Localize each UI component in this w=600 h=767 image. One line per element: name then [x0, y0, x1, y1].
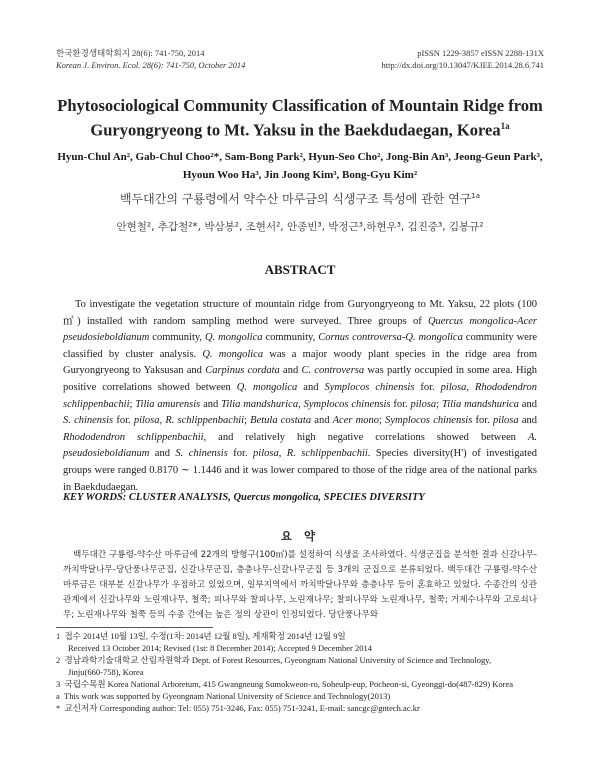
- journal-header-left: [56, 47, 245, 71]
- author-list: [40, 148, 560, 184]
- title-line-1: Phytosociological Community Classification of Mountain Ridge from: [57, 96, 543, 115]
- title-line-2: [40, 116, 560, 141]
- author-line-2: Hyoun Woo Ha³, Jin Joong Kim³, Bong-Gyu Kim²: [182, 169, 418, 181]
- abstract-paragraph: To investigate the vegetation structure of mountain ridge from Guryongryeong to Mt. Yaksu, 22 plots (100 ㎡) installed with random sampling method were surveyed. Three groups of Quercus mongolica-Acer pseudosieboldianum community, Q. mongolica community, Cornus controversa-Q. mongolica community were classified by cluster analysis. Q. mongolica was a major woody plant species in the ridge area from Guryongryeong to Yaksusan and Carpinus cordata and C. controversa was partly occupied in some area. High positive correlations showed between Q. mongolica and Symplocos chinensis for. pilosa, Rhododendron schlippenbachii; Tilia amurensis and Tilia mandshurica, Symplocos chinensis for. pilosa; Tilia mandshurica and S. chinensis for. pilosa, R. schlippenbachii; Betula costata and Acer mono; Symplocos chinensis for. pilosa and Rhododendron schlippenbachii, and relatively high negative correlations showed between A. pseudosieboldianum and S. chinensis for. pilosa, R. schlippenbachii. Species diversity(H') of investigated groups were ranged 0.8170 ∼ 1.1446 and it was lower compared to those of the ridge area of the national parks in Baekdudaegan.: [63, 299, 538, 493]
- title-footnote-mark: 1a: [500, 121, 510, 131]
- korean-title: [40, 190, 560, 207]
- journal-header-right: [381, 47, 544, 71]
- issn: pISSN 1229-3857 eISSN 2288-131X: [417, 48, 544, 58]
- korean-title-text: 백두대간의 구룡령에서 약수산 마루금의 식생구조 특성에 관한 연구: [119, 192, 472, 206]
- footnote-line: 1 접수 2014년 10월 13일, 수정(1차: 2014년 12월 8일), 게재확정 2014년 12월 9일: [56, 631, 346, 641]
- keywords: KEY WORDS: CLUSTER ANALYSIS, Quercus mongolica, SPECIES DIVERSITY: [63, 492, 425, 503]
- korean-summary-body: [63, 548, 537, 623]
- footnote-divider: [56, 627, 213, 628]
- journal-english: Korean J. Environ. Ecol. 28(6): 741-750, October 2014: [56, 60, 246, 70]
- journal-korean: 한국환경생태학회지 28(6): 741-750, 2014: [56, 48, 205, 58]
- abstract-heading: ABSTRACT: [264, 262, 336, 277]
- abstract-body: [63, 297, 537, 496]
- footnote-line: Jinju(660-758), Korea: [68, 667, 144, 677]
- paper-title: [40, 95, 560, 141]
- korean-summary-paragraph: 백두대간 구룡령-약수산 마루금에 22개의 방형구(100㎡)를 설정하여 식생을 조사하였다. 식생군집을 분석한 결과 신갈나무-까치박달나무-당단풍나무군집, 신갈나무군집, 층층나무-신갈나무군집 등 3개의 군집으로 분류되었다. 백두대간 구룡령-약수산 마루금은 대부분 신갈나무가 우점하고 있었으며, 일부지역에서 까치박달나무와 층층나무 등이 혼효하고 있었다. 수종간의 상관관계에서 신갈나무와 노린재나무, 철쭉; 피나무와 찰피나무, 노린재나무; 찰피나무와 노린재나무, 철쭉; 거제수나무와 고로쇠나무; 노린재나무와 철쭉 등의 수종 간에는 높은 정의 상관이 인정되었다. 당단풍나무와: [63, 550, 537, 620]
- footnote-line: 2 경남과학기술대학교 산림자원학과 Dept. of Forest Resources, Gyeongnam National University of Science and Technology,: [56, 655, 492, 665]
- korean-title-mark: 1a: [471, 192, 481, 200]
- footnote-line: Received 13 October 2014; Revised (1st: 8 December 2014); Accepted 9 December 2014: [68, 643, 373, 653]
- korean-summary-heading: 요 약: [280, 529, 320, 543]
- title-line-2-text: Guryongryeong to Mt. Yaksu in the Baekdudaegan, Korea: [90, 120, 501, 140]
- footnotes: [56, 630, 556, 714]
- footnote-line: * 교신저자 Corresponding author: Tel: 055) 751-3246, Fax: 055) 751-3241, E-mail: sancgc@gntech.ac.kr: [56, 703, 420, 713]
- korean-author-list: 안현철², 추갑철²*, 박삼봉², 조현서², 안종빈³, 박정근³,하현우³, 김진중³, 김봉규²: [116, 221, 484, 233]
- footnote-line: a This work was supported by Gyeongnam National University of Science and Technology(2013): [56, 691, 391, 701]
- author-line-1: Hyun-Chul An², Gab-Chul Choo²*, Sam-Bong Park², Hyun-Seo Cho², Jong-Bin An³, Jeong-Geun Park³,: [57, 151, 543, 163]
- footnote-line: 3 국립수목원 Korea National Arboretum, 415 Gwangneung Sumokweon-ro, Soheulp-eup, Pocheon-si, Gyeonggi-do(487-829) Korea: [56, 679, 513, 689]
- doi-link[interactable]: http://dx.doi.org/10.13047/KJEE.2014.28.6.741: [381, 60, 544, 70]
